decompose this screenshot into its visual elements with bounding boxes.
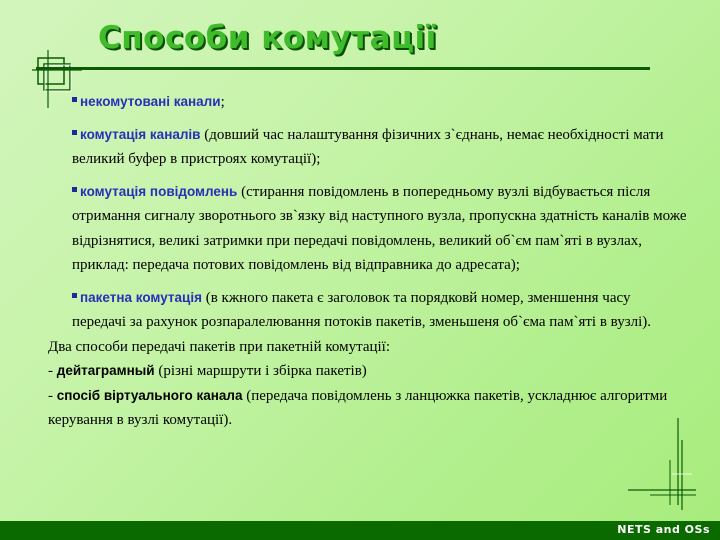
list-item-term: комутація каналів <box>80 126 201 142</box>
page-title: Способи комутації <box>98 20 437 56</box>
method-description: (передача повідомлень з ланцюжка пакетів, ускладнює алгоритми керування в вузлі комутації). <box>48 387 668 428</box>
method-term: дейтаграмный <box>56 363 155 378</box>
packet-methods <box>48 335 688 433</box>
method-term: спосіб віртуального канала <box>56 387 243 403</box>
list-item-text <box>48 123 688 172</box>
list-item-term: некомутовані канали <box>80 94 221 109</box>
list-item-text <box>48 90 688 115</box>
list-item-description: ; <box>220 94 225 110</box>
list-item-term: комутація повідомлень <box>80 183 238 199</box>
method-prefix: - <box>48 387 57 404</box>
footer-bar <box>0 521 720 540</box>
list-item-description: (в кжного пакета є заголовок та порядковй номер, зменшення часу передачі за рахунок розпаралелювання потоків пакетів, зменьшеня об`єма пам`яті в вузлі). <box>72 289 652 330</box>
list-item-text <box>48 180 688 278</box>
method-prefix: - <box>48 363 57 379</box>
method-description: (різні маршрути і збірка пакетів) <box>154 363 367 379</box>
method-item <box>48 384 688 433</box>
list-item-text <box>48 286 688 335</box>
list-item-description: (стирання повідомлень в попередньому вузлі відбувається після отримання сигналу зворотнього зв`язку від наступного вузла, пропускна здатність каналів може відрізнятися, великі затримки при передачі повідомлень, великий об`єм пам`яті в вузлах, приклад: передача потових повідомлень від відправника до адресата); <box>72 183 687 273</box>
list-item <box>48 180 688 278</box>
bullet-icon <box>72 130 77 135</box>
bullet-icon <box>72 187 77 192</box>
slide-content <box>48 90 688 433</box>
decorative-lines-icon <box>620 410 700 515</box>
list-item-term: пакетна комутація <box>80 289 202 305</box>
bullet-icon <box>72 293 77 298</box>
footer-label: NETS and OSs <box>617 523 710 536</box>
title-divider <box>36 67 650 70</box>
list-item <box>48 123 688 172</box>
list-item-description: (довший час налаштування фізичних з`єднань, немає необхідності мати великий буфер в пристроях комутації); <box>72 126 664 167</box>
bullet-icon <box>72 97 77 102</box>
methods-intro: Два способи передачі пакетів при пакетній комутації: <box>48 338 391 355</box>
list-item <box>48 286 688 335</box>
method-item <box>48 359 688 384</box>
list-item <box>48 90 688 115</box>
